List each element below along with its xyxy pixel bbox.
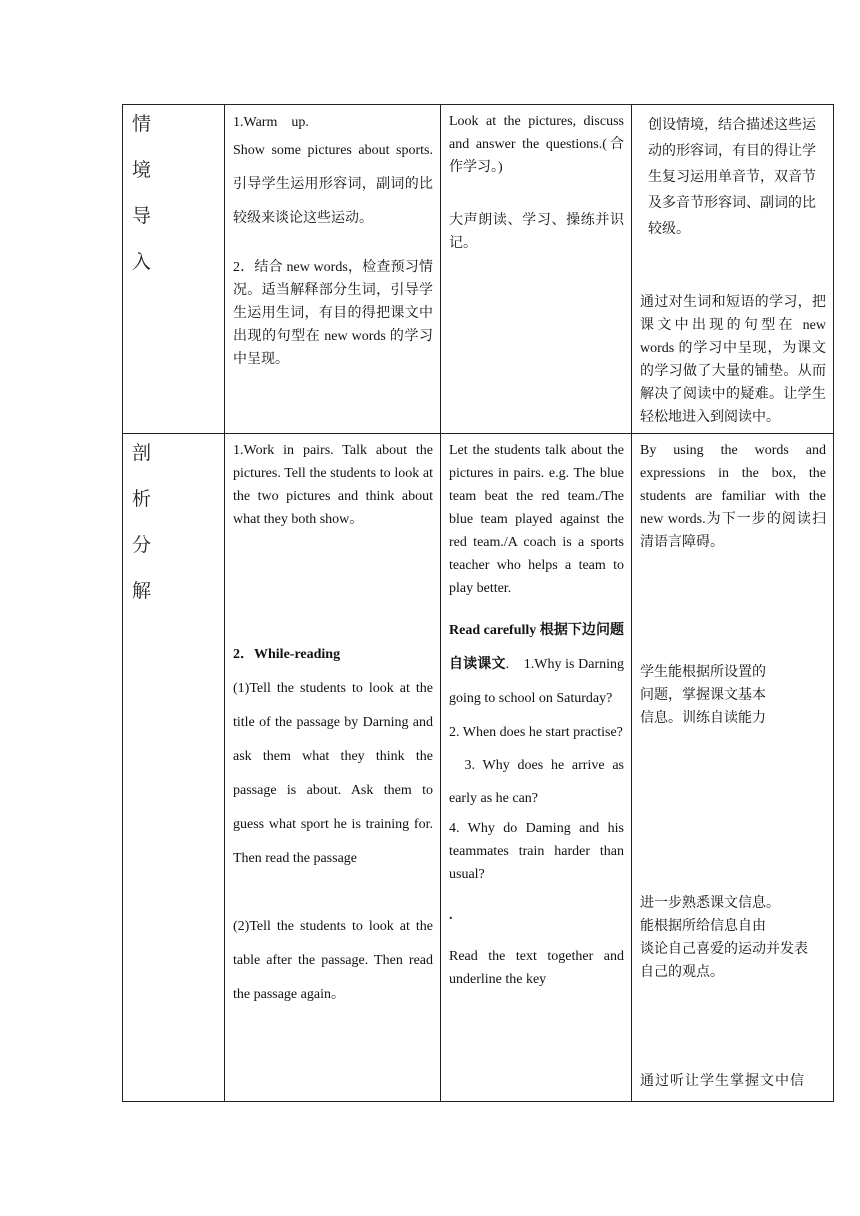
stage-cell xyxy=(123,105,225,434)
stage-cell xyxy=(123,434,225,1102)
student-text: 3. Why does he arrive as early as he can? xyxy=(449,758,628,806)
teacher-text: 2．结合 new words，检查预习情况。适当解释部分生词，引导学生运用生词，有目的得把课文中出现的句型在 new words 的学习中呈现。 xyxy=(233,260,433,367)
stage-char: 情 xyxy=(132,113,152,135)
teacher-activity-cell xyxy=(225,434,441,1102)
teacher-activity-cell xyxy=(225,105,441,434)
purpose-text: 问题，掌握课文基本 xyxy=(640,688,766,703)
purpose-cell xyxy=(632,434,834,1102)
student-text: Look at the pictures, discuss and answer the questions.(合作学习。) xyxy=(449,114,624,175)
stage-char: 剖 xyxy=(132,442,152,464)
stage-char: 导 xyxy=(132,205,152,227)
stage-char: 解 xyxy=(132,580,152,602)
student-text-bold: Read carefully 根据下边问题自读课文 xyxy=(449,623,624,672)
purpose-text: By using the words and expressions in the box, the students are familiar with the new words.为下一步的阅读扫清语言障碍。 xyxy=(640,443,826,550)
stage-char: 入 xyxy=(132,251,152,273)
student-text: Read the text together and underline the key xyxy=(449,949,624,987)
purpose-text: 进一步熟悉课文信息。 xyxy=(640,896,780,911)
student-text xyxy=(449,614,628,716)
stage-char: 析 xyxy=(132,488,152,510)
purpose-text: 通过对生词和短语的学习，把课文中出现的句型在 new words 的学习中呈现，为课文的学习做了大量的铺垫。从而解决了阅读中的疑难。让学生轻松地进入到阅读中。 xyxy=(640,295,826,425)
teacher-text: 1.Work in pairs. Talk about the pictures. Tell the students to look at the two pictures and think about what they both show。 xyxy=(233,443,433,527)
purpose-text: 自己的观点。 xyxy=(640,965,724,980)
purpose-text: 信息。训练自读能力 xyxy=(640,711,766,726)
lesson-plan-table xyxy=(122,104,834,1102)
purpose-cell xyxy=(632,105,834,434)
teacher-text: Show some pictures about sports.引导学生运用形容词，副词的比较级来谈论这些运动。 xyxy=(233,143,433,226)
teacher-text: (1)Tell the students to look at the title of the passage by Darning and ask them what they think the passage is about. Ask them to guess what sport he is training for. Then read the passage xyxy=(233,681,433,866)
teacher-text: 1.Warm up. xyxy=(233,115,309,130)
student-activity-cell xyxy=(441,105,632,434)
purpose-text: 学生能根据所设置的 xyxy=(640,665,766,680)
student-text: . xyxy=(449,908,453,923)
teacher-text: 2．While-reading xyxy=(233,647,341,662)
teacher-text: (2)Tell the students to look at the table after the passage. Then read the passage again。 xyxy=(233,919,433,1002)
student-activity-cell xyxy=(441,434,632,1102)
student-text: 大声朗读、学习、操练并识记。 xyxy=(449,213,624,251)
student-text: . 1.Why is Darning going to school on Saturday? xyxy=(449,657,628,706)
purpose-text: 能根据所给信息自由 xyxy=(640,919,766,934)
table-row xyxy=(123,105,834,434)
stage-char: 境 xyxy=(132,159,152,181)
student-text: 2. When does he start practise? xyxy=(449,725,623,740)
stage-char: 分 xyxy=(132,534,152,556)
student-text: Let the students talk about the pictures in pairs. e.g. The blue team beat the red team./The blue team played against the red team./A coach is a sports teacher who helps a team to play better. xyxy=(449,443,624,596)
purpose-text: 创设情境，结合描述这些运动的形容词，有目的得让学生复习运用单音节，双音节及多音节形容词、副词的比较级。 xyxy=(648,118,816,237)
student-text: 4. Why do Daming and his teammates train harder than usual? xyxy=(449,821,624,882)
table-row xyxy=(123,434,834,1102)
purpose-text: 谈论自己喜爱的运动并发表 xyxy=(640,942,808,957)
purpose-text: 通过听让学生掌握文中信 xyxy=(640,1074,805,1089)
